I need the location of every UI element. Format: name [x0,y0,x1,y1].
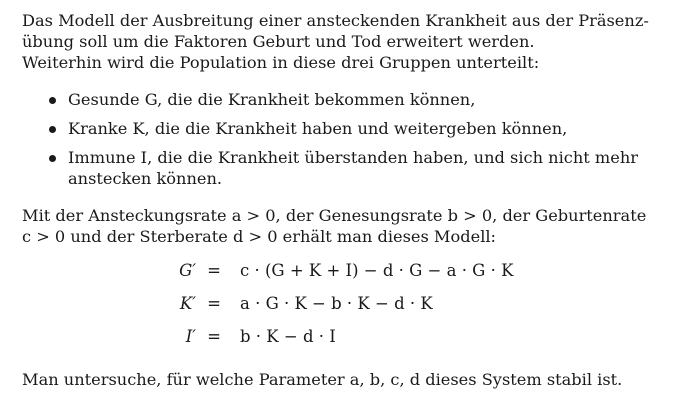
rates-line-2: c > 0 und der Sterberate d > 0 erhält man dieses Modell: [22,227,497,246]
equation-sign: = [207,294,221,313]
equation-rhs: c · (G + K + I) − d · G − a · G · K [240,261,514,280]
equation-rhs: a · G · K − b · K − d · K [240,294,433,313]
equation-lhs: G′ [179,261,196,280]
list-item-text: Gesunde G, die die Krankheit bekommen können, [68,90,476,109]
intro-line-2: übung soll um die Faktoren Geburt und Tod erweitert werden. [22,32,535,51]
equation-i [0,325,680,349]
equation-g [0,259,680,283]
equation-rhs: b · K − d · I [240,327,336,346]
closing-line: Man untersuche, für welche Parameter a, b, c, d dieses System stabil ist. [22,370,623,389]
bullet-icon [49,155,56,162]
list-item-text: Kranke K, die die Krankheit haben und weitergeben können, [68,119,568,138]
intro-line-1: Das Modell der Ausbreitung einer ansteckenden Krankheit aus der Präsenz- [22,11,649,30]
list-item-line: anstecken können. [68,169,223,188]
rates-line-1: Mit der Ansteckungsrate a > 0, der Genesungsrate b > 0, der Geburtenrate [22,206,647,225]
equation-lhs: K′ [179,294,196,313]
bullet-icon [49,97,56,104]
intro-line-3: Weiterhin wird die Population in diese drei Gruppen unterteilt: [22,53,540,72]
equation-sign: = [207,261,221,280]
equation-k [0,292,680,316]
list-item-text [68,147,660,189]
equation-lhs: I′ [185,327,196,346]
equation-sign: = [207,327,221,346]
bullet-icon [49,126,56,133]
list-item-line: Immune I, die die Krankheit überstanden haben, und sich nicht mehr [68,148,638,167]
